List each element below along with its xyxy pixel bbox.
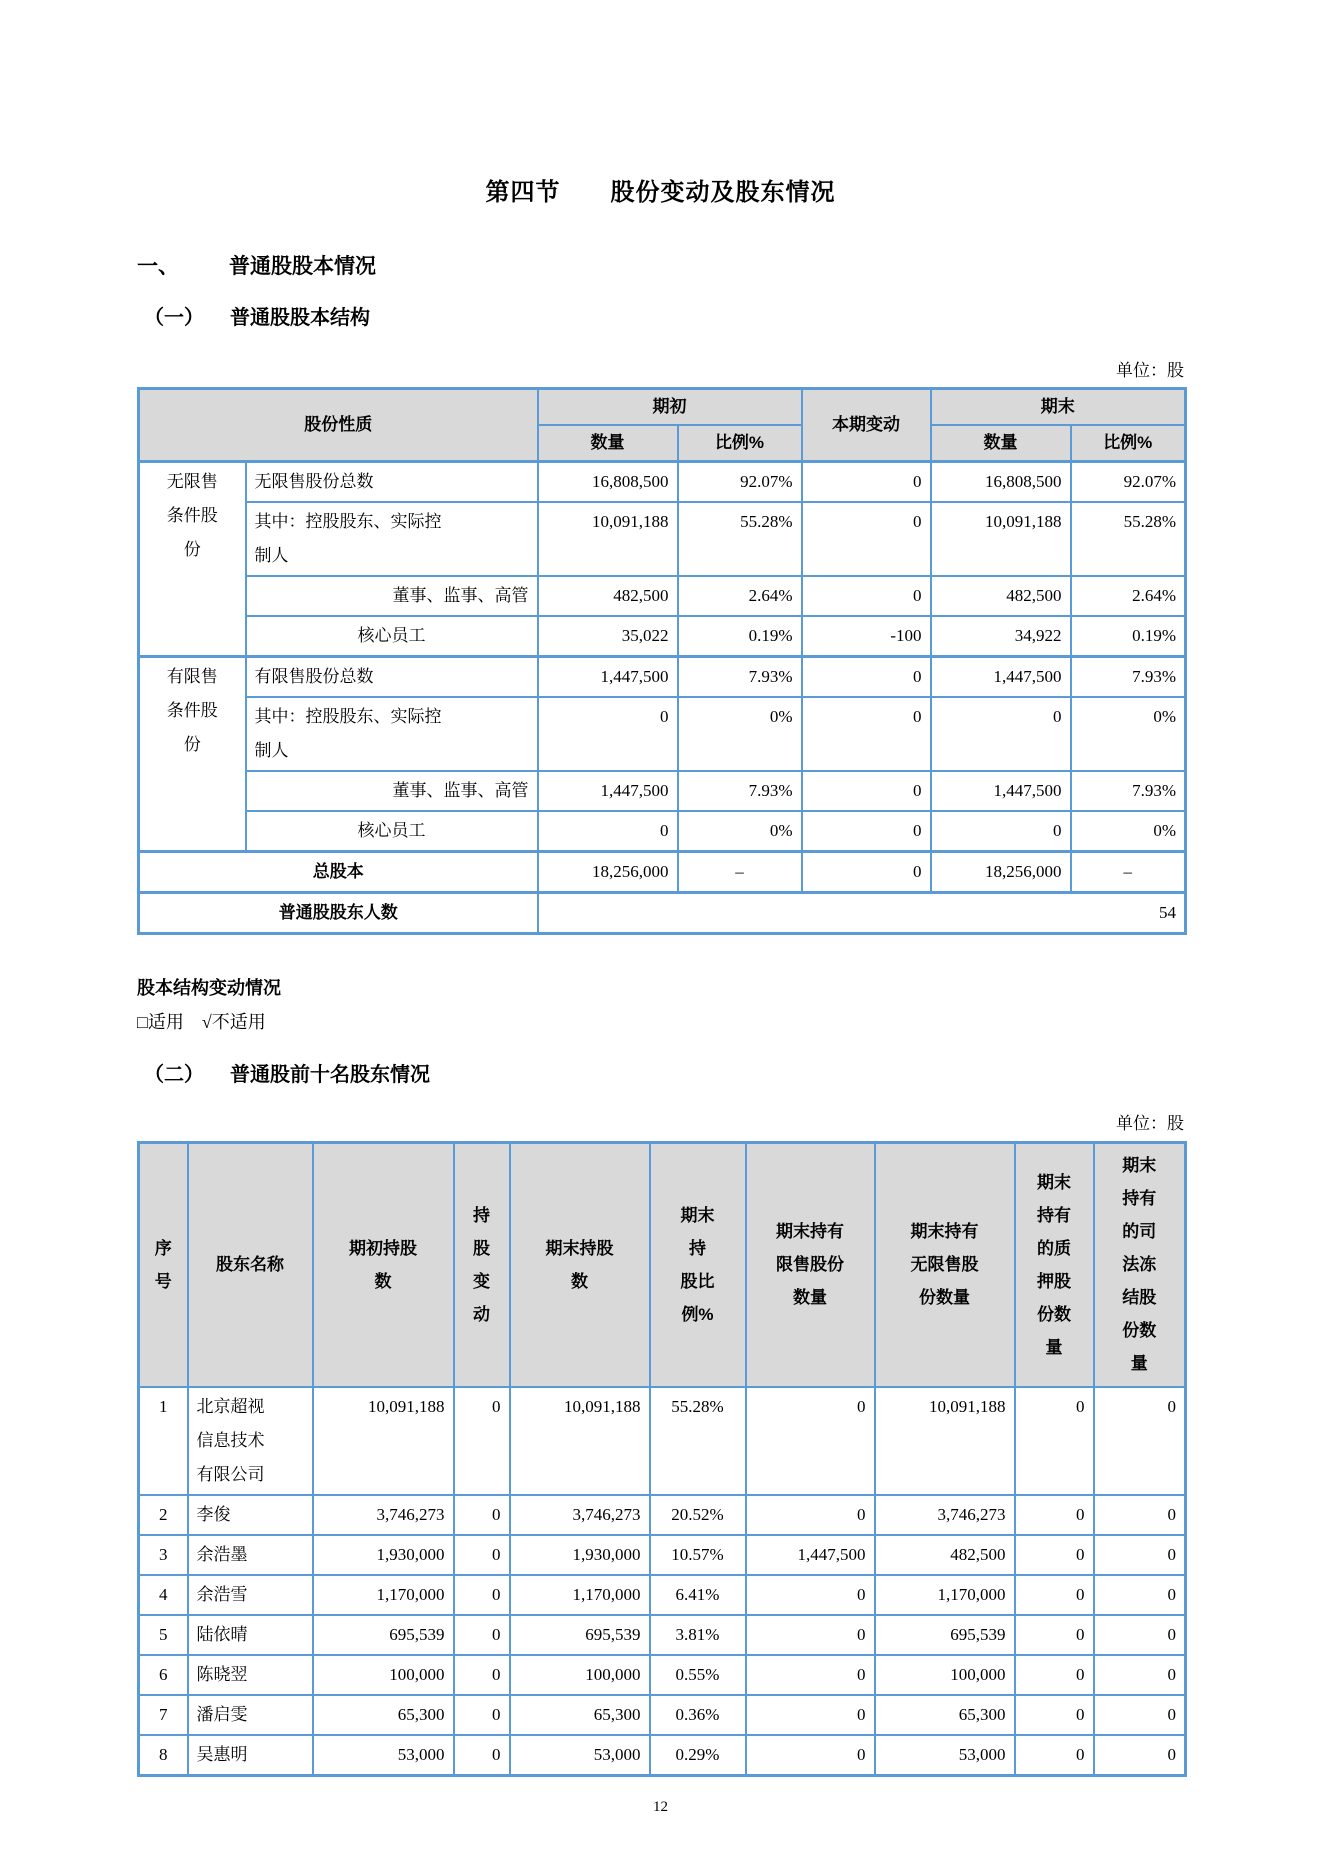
seq-cell: 8: [139, 1735, 188, 1776]
row-label-cell: 无限售股份总数: [246, 462, 538, 503]
restricted-cell: 0: [746, 1655, 875, 1695]
ratio-begin-cell: 7.93%: [678, 657, 802, 698]
subsection-number: （一）: [144, 307, 204, 329]
table-row: [139, 771, 1186, 811]
header-share-change: 持 股 变 动: [454, 1143, 510, 1387]
share-change-cell: 0: [454, 1387, 510, 1495]
frozen-cell: 0: [1094, 1535, 1186, 1575]
subsection-number: （二）: [144, 1064, 204, 1086]
holders-value-cell: 54: [538, 893, 1186, 934]
pledged-cell: 0: [1015, 1735, 1094, 1776]
end-ratio-cell: 0.55%: [650, 1655, 746, 1695]
qty-end-cell: 1,447,500: [931, 657, 1071, 698]
header-period-begin: 期初: [538, 389, 802, 426]
end-ratio-cell: 20.52%: [650, 1495, 746, 1535]
qty-begin-cell: 1,447,500: [538, 657, 678, 698]
unrestricted-cell: 482,500: [875, 1535, 1015, 1575]
qty-begin-cell: 35,022: [538, 616, 678, 657]
frozen-cell: 0: [1094, 1655, 1186, 1695]
ratio-begin-cell: 2.64%: [678, 576, 802, 616]
frozen-cell: 0: [1094, 1615, 1186, 1655]
shareholder-name-cell: 陆依晴: [188, 1615, 313, 1655]
end-shares-cell: 1,170,000: [510, 1575, 650, 1615]
restricted-cell: 1,447,500: [746, 1535, 875, 1575]
begin-shares-cell: 1,930,000: [313, 1535, 454, 1575]
total-row: [139, 852, 1186, 893]
shareholder-row: [139, 1535, 1186, 1575]
ratio-end-cell: 0%: [1071, 697, 1186, 771]
shareholder-row: [139, 1735, 1186, 1776]
page-title: 第四节 股份变动及股东情况: [485, 179, 836, 206]
restricted-cell: 0: [746, 1695, 875, 1735]
restricted-cell: 0: [746, 1387, 875, 1495]
change-cell: 0: [802, 576, 931, 616]
restricted-cell: 0: [746, 1495, 875, 1535]
table-row: [139, 697, 1186, 771]
end-ratio-cell: 55.28%: [650, 1387, 746, 1495]
header-quantity: 数量: [931, 425, 1071, 462]
unrestricted-cell: 10,091,188: [875, 1387, 1015, 1495]
header-seq-no: 序 号: [139, 1143, 188, 1387]
begin-shares-cell: 1,170,000: [313, 1575, 454, 1615]
pledged-cell: 0: [1015, 1655, 1094, 1695]
row-label-cell: 核心员工: [246, 616, 538, 657]
ratio-end-cell: –: [1071, 852, 1186, 893]
unit-label: 单位：股: [1116, 361, 1184, 380]
change-cell: 0: [802, 697, 931, 771]
pledged-cell: 0: [1015, 1535, 1094, 1575]
shareholder-name-cell: 余浩墨: [188, 1535, 313, 1575]
shareholder-name-cell: 余浩雪: [188, 1575, 313, 1615]
unrestricted-cell: 100,000: [875, 1655, 1015, 1695]
shareholder-row: [139, 1655, 1186, 1695]
table-header-row: [139, 1143, 1186, 1387]
ratio-end-cell: 55.28%: [1071, 502, 1186, 576]
header-shareholder-name: 股东名称: [188, 1143, 313, 1387]
table-row: [139, 657, 1186, 698]
unrestricted-cell: 695,539: [875, 1615, 1015, 1655]
ratio-begin-cell: 55.28%: [678, 502, 802, 576]
qty-begin-cell: 16,808,500: [538, 462, 678, 503]
end-shares-cell: 10,091,188: [510, 1387, 650, 1495]
row-label-cell: 核心员工: [246, 811, 538, 852]
begin-shares-cell: 65,300: [313, 1695, 454, 1735]
unrestricted-cell: 3,746,273: [875, 1495, 1015, 1535]
end-ratio-cell: 10.57%: [650, 1535, 746, 1575]
table-header-row: [139, 389, 1186, 426]
end-shares-cell: 65,300: [510, 1695, 650, 1735]
shareholder-row: [139, 1495, 1186, 1535]
end-shares-cell: 1,930,000: [510, 1535, 650, 1575]
table-row: [139, 502, 1186, 576]
group-label-cell: 无限售 条件股 份: [139, 462, 246, 657]
ratio-begin-cell: –: [678, 852, 802, 893]
restricted-cell: 0: [746, 1615, 875, 1655]
share-change-cell: 0: [454, 1535, 510, 1575]
table-row: [139, 616, 1186, 657]
header-pledged-shares: 期末 持有 的质 押股 份数 量: [1015, 1143, 1094, 1387]
header-frozen-shares: 期末 持有 的司 法冻 结股 份数 量: [1094, 1143, 1186, 1387]
header-end-shares: 期末持股 数: [510, 1143, 650, 1387]
share-change-cell: 0: [454, 1495, 510, 1535]
share-change-cell: 0: [454, 1735, 510, 1776]
header-end-ratio: 期末 持 股比 例%: [650, 1143, 746, 1387]
change-cell: 0: [802, 657, 931, 698]
ratio-begin-cell: 92.07%: [678, 462, 802, 503]
frozen-cell: 0: [1094, 1575, 1186, 1615]
ratio-end-cell: 7.93%: [1071, 771, 1186, 811]
frozen-cell: 0: [1094, 1695, 1186, 1735]
qty-end-cell: 18,256,000: [931, 852, 1071, 893]
applicable-checkline: □适用 √不适用: [137, 1012, 266, 1032]
unit-label: 单位：股: [1116, 1114, 1184, 1133]
pledged-cell: 0: [1015, 1615, 1094, 1655]
frozen-cell: 0: [1094, 1495, 1186, 1535]
total-label-cell: 总股本: [139, 852, 538, 893]
shareholder-name-cell: 北京超视 信息技术 有限公司: [188, 1387, 313, 1495]
ratio-end-cell: 2.64%: [1071, 576, 1186, 616]
ratio-begin-cell: 7.93%: [678, 771, 802, 811]
header-begin-shares: 期初持股 数: [313, 1143, 454, 1387]
change-cell: 0: [802, 852, 931, 893]
begin-shares-cell: 10,091,188: [313, 1387, 454, 1495]
section-label: 普通股股本情况: [229, 255, 376, 278]
pledged-cell: 0: [1015, 1387, 1094, 1495]
header-ratio: 比例%: [678, 425, 802, 462]
subsection-heading-top10: [137, 1061, 1184, 1089]
begin-shares-cell: 695,539: [313, 1615, 454, 1655]
pledged-cell: 0: [1015, 1575, 1094, 1615]
change-cell: 0: [802, 771, 931, 811]
restricted-cell: 0: [746, 1735, 875, 1776]
table-row: [139, 576, 1186, 616]
unrestricted-cell: 65,300: [875, 1695, 1015, 1735]
ratio-end-cell: 0.19%: [1071, 616, 1186, 657]
end-ratio-cell: 3.81%: [650, 1615, 746, 1655]
seq-cell: 7: [139, 1695, 188, 1735]
pledged-cell: 0: [1015, 1695, 1094, 1735]
shareholder-row: [139, 1615, 1186, 1655]
qty-end-cell: 0: [931, 811, 1071, 852]
begin-shares-cell: 3,746,273: [313, 1495, 454, 1535]
shareholder-row: [139, 1387, 1186, 1495]
qty-begin-cell: 1,447,500: [538, 771, 678, 811]
end-ratio-cell: 0.36%: [650, 1695, 746, 1735]
end-ratio-cell: 6.41%: [650, 1575, 746, 1615]
change-cell: 0: [802, 502, 931, 576]
ratio-end-cell: 92.07%: [1071, 462, 1186, 503]
header-period-end: 期末: [931, 389, 1186, 426]
unrestricted-cell: 53,000: [875, 1735, 1015, 1776]
seq-cell: 2: [139, 1495, 188, 1535]
ratio-begin-cell: 0%: [678, 811, 802, 852]
change-cell: 0: [802, 811, 931, 852]
header-end-unrestricted: 期末持有 无限售股 份数量: [875, 1143, 1015, 1387]
subsection-heading-structure: [137, 304, 1184, 332]
change-cell: -100: [802, 616, 931, 657]
qty-end-cell: 34,922: [931, 616, 1071, 657]
seq-cell: 3: [139, 1535, 188, 1575]
shareholder-row: [139, 1695, 1186, 1735]
seq-cell: 4: [139, 1575, 188, 1615]
restricted-cell: 0: [746, 1575, 875, 1615]
shareholder-name-cell: 陈晓翌: [188, 1655, 313, 1695]
qty-begin-cell: 0: [538, 811, 678, 852]
pledged-cell: 0: [1015, 1495, 1094, 1535]
frozen-cell: 0: [1094, 1735, 1186, 1776]
share-structure-table: [137, 387, 1187, 935]
structure-change-heading: 股本结构变动情况: [137, 978, 281, 998]
header-share-nature: 股份性质: [139, 389, 538, 462]
ratio-begin-cell: 0%: [678, 697, 802, 771]
end-ratio-cell: 0.29%: [650, 1735, 746, 1776]
holders-count-row: [139, 893, 1186, 934]
end-shares-cell: 53,000: [510, 1735, 650, 1776]
seq-cell: 5: [139, 1615, 188, 1655]
qty-end-cell: 1,447,500: [931, 771, 1071, 811]
unrestricted-cell: 1,170,000: [875, 1575, 1015, 1615]
row-label-cell: 董事、监事、高管: [246, 576, 538, 616]
row-label-cell: 董事、监事、高管: [246, 771, 538, 811]
seq-cell: 6: [139, 1655, 188, 1695]
ratio-begin-cell: 0.19%: [678, 616, 802, 657]
page-number: 12: [653, 1798, 668, 1815]
qty-begin-cell: 0: [538, 697, 678, 771]
group-label-cell: 有限售 条件股 份: [139, 657, 246, 852]
subsection-label: 普通股前十名股东情况: [230, 1064, 430, 1086]
qty-begin-cell: 18,256,000: [538, 852, 678, 893]
frozen-cell: 0: [1094, 1387, 1186, 1495]
share-change-cell: 0: [454, 1615, 510, 1655]
row-label-cell: 有限售股份总数: [246, 657, 538, 698]
share-change-cell: 0: [454, 1655, 510, 1695]
seq-cell: 1: [139, 1387, 188, 1495]
row-label-cell: 其中：控股股东、实际控 制人: [246, 697, 538, 771]
share-change-cell: 0: [454, 1695, 510, 1735]
qty-begin-cell: 10,091,188: [538, 502, 678, 576]
row-label-cell: 其中：控股股东、实际控 制人: [246, 502, 538, 576]
header-period-change: 本期变动: [802, 389, 931, 462]
qty-end-cell: 10,091,188: [931, 502, 1071, 576]
section-number: 一、: [137, 255, 179, 278]
ratio-end-cell: 0%: [1071, 811, 1186, 852]
qty-end-cell: 482,500: [931, 576, 1071, 616]
shareholder-name-cell: 李俊: [188, 1495, 313, 1535]
end-shares-cell: 3,746,273: [510, 1495, 650, 1535]
header-ratio: 比例%: [1071, 425, 1186, 462]
header-end-restricted: 期末持有 限售股份 数量: [746, 1143, 875, 1387]
shareholder-row: [139, 1575, 1186, 1615]
qty-end-cell: 16,808,500: [931, 462, 1071, 503]
qty-begin-cell: 482,500: [538, 576, 678, 616]
table-row: [139, 462, 1186, 503]
subsection-label: 普通股股本结构: [230, 307, 370, 329]
share-change-cell: 0: [454, 1575, 510, 1615]
qty-end-cell: 0: [931, 697, 1071, 771]
end-shares-cell: 695,539: [510, 1615, 650, 1655]
ratio-end-cell: 7.93%: [1071, 657, 1186, 698]
shareholder-name-cell: 潘启雯: [188, 1695, 313, 1735]
end-shares-cell: 100,000: [510, 1655, 650, 1695]
change-cell: 0: [802, 462, 931, 503]
shareholder-name-cell: 吴惠明: [188, 1735, 313, 1776]
begin-shares-cell: 100,000: [313, 1655, 454, 1695]
table-row: [139, 811, 1186, 852]
holders-label-cell: 普通股股东人数: [139, 893, 538, 934]
header-quantity: 数量: [538, 425, 678, 462]
section-heading-common-stock: [137, 252, 1184, 282]
begin-shares-cell: 53,000: [313, 1735, 454, 1776]
top-shareholders-table: [137, 1141, 1187, 1777]
